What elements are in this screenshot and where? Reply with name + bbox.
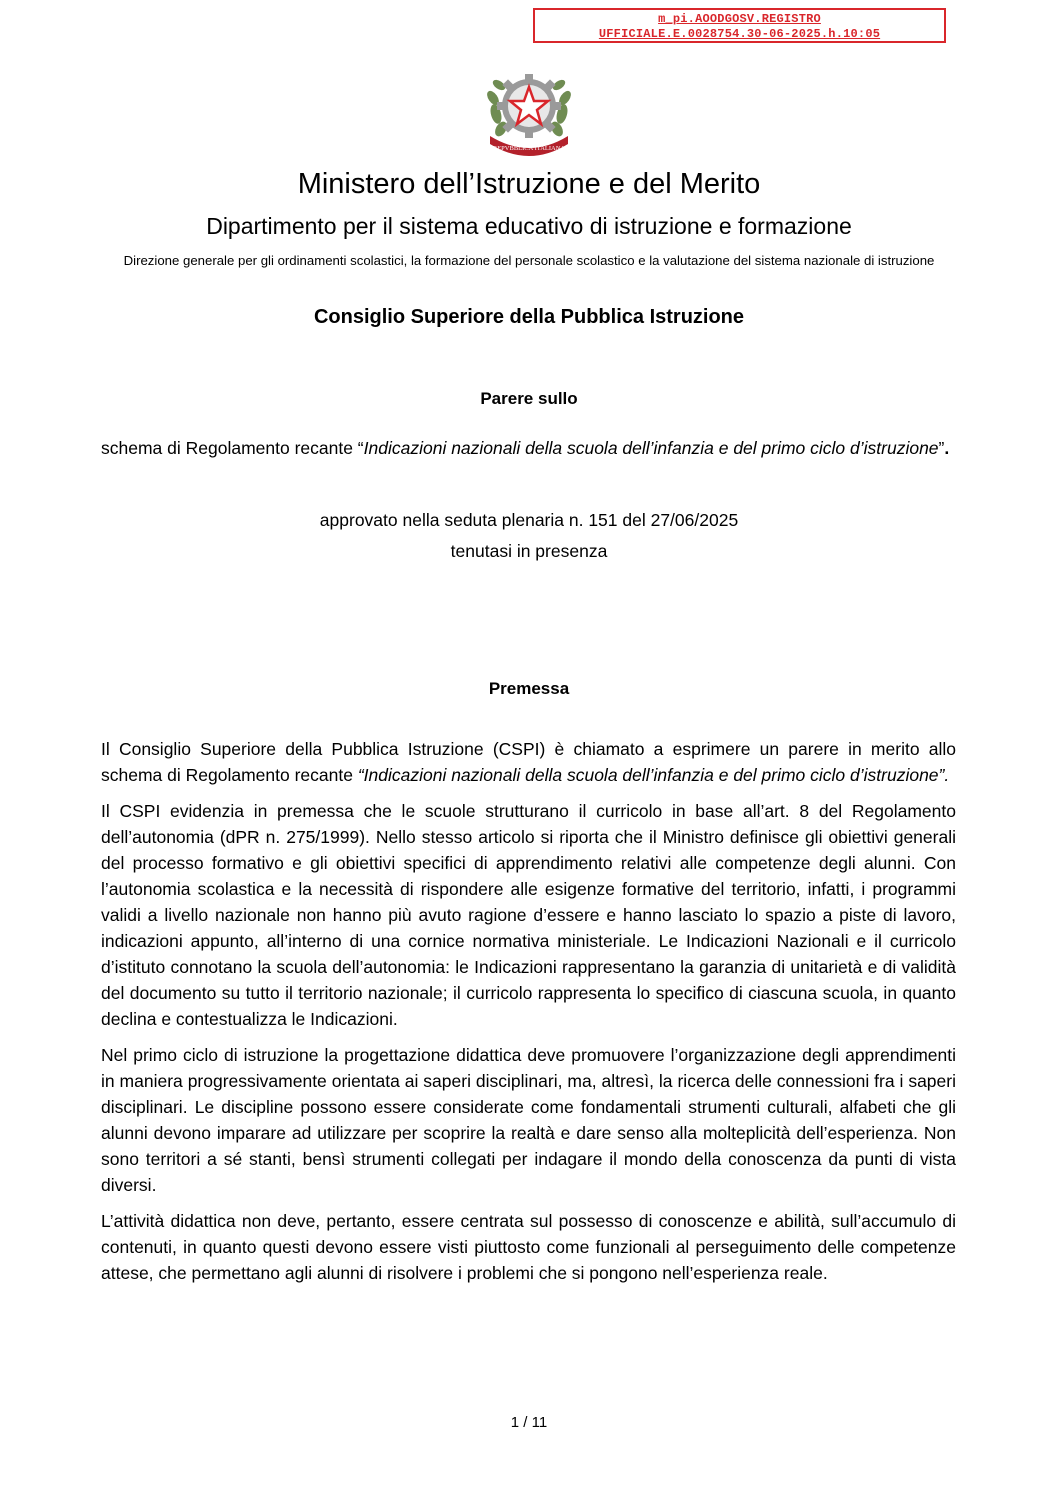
emblem-ribbon-text: REPVBBLICA ITALIANA: [492, 145, 566, 152]
schema-subject: [101, 435, 956, 461]
protocol-stamp-line2: UFFICIALE.E.0028754.30-06-2025.h.10:05: [598, 27, 881, 41]
protocol-stamp: [533, 8, 946, 43]
council-title: Consiglio Superiore della Pubblica Istruzione: [313, 306, 745, 328]
department-title: Dipartimento per il sistema educativo di istruzione e formazione: [206, 213, 852, 239]
paragraph-1-text: Il Consiglio Superiore della Pubblica Istruzione (CSPI) è chiamato a esprimere un parere in merito allo schema di Regolamento recante: [101, 739, 956, 785]
page-number: 1 / 11: [510, 1414, 548, 1431]
schema-prefix: schema di Regolamento recante “: [101, 438, 364, 458]
session-line: tenutasi in presenza: [450, 541, 608, 561]
schema-italic: Indicazioni nazionali della scuola dell’infanzia e del primo ciclo d’istruzione: [363, 438, 939, 458]
paragraph-3: Nel primo ciclo di istruzione la progettazione didattica deve promuovere l’organizzazione degli apprendimenti in maniera progressivamente orientata ai saperi disciplinari, ma, altresì, la ricerca delle connessioni fra i saperi disciplinari. Le discipline possono essere considerate come fondamentali strumenti culturali, alfabeti che gli alunni devono imparare ad utilizzare per scoprire la realtà e dare senso alla molteplicità dell’esperienza. Non sono territori a sé stanti, bensì strumenti collegati per indagare il mondo della conoscenza da punti di vista diversi.: [101, 1045, 956, 1195]
parere-title: Parere sullo: [480, 389, 578, 408]
paragraph-1: [101, 736, 956, 788]
ministry-title: Ministero dell’Istruzione e del Merito: [297, 168, 761, 200]
schema-end: .: [944, 438, 950, 458]
direction-title: Direzione generale per gli ordinamenti scolastici, la formazione del personale scolastico e la valutazione del sistema nazionale di istruzione: [123, 253, 935, 268]
paragraph-4: L’attività didattica non deve, pertanto, essere centrata sul possesso di conoscenze e abilità, sull’accumulo di contenuti, in quanto questi devono essere visti piuttosto come funzionali al perseguimento delle competenze attese, che permettano agli alunni di risolvere i problemi che si pongono nell’esperienza reale.: [101, 1211, 956, 1283]
premessa-title: Premessa: [488, 679, 570, 698]
paragraph-2: Il CSPI evidenzia in premessa che le scuole strutturano il curricolo in base all’art. 8 del Regolamento dell’autonomia (dPR n. 275/1999). Nello stesso articolo si riporta che il Ministro definisce gli obiettivi generali del processo formativo e gli obiettivi specifici di apprendimento relativi alle competenze degli alunni. Con l’autonomia scolastica e la necessità di rispondere alle esigenze formative del territorio, infatti, i programmi validi a livello nazionale non hanno più avuto ragione d’essere e hanno lasciato lo spazio a piste di lavoro, indicazioni appunto, all’interno di una cornice normativa ministeriale. Le Indicazioni Nazionali e il curricolo d’istituto connotano la scuola dell’autonomia: le Indicazioni rappresentano la garanzia di unitarietà e di validità del documento su tutto il territorio nazionale; il curricolo rappresenta lo specifico di ciascuna scuola, in quanto declina e contestualizza le Indicazioni.: [101, 801, 956, 1029]
approval-line: approvato nella seduta plenaria n. 151 del 27/06/2025: [319, 510, 739, 530]
repubblica-italiana-emblem-icon: [484, 64, 574, 158]
schema-suffix: ”: [938, 438, 945, 458]
premessa-body: [101, 736, 956, 1296]
paragraph-1-italic: “Indicazioni nazionali della scuola dell’infanzia e del primo ciclo d’istruzione”.: [357, 765, 950, 785]
protocol-stamp-line1: m_pi.AOODGOSV.REGISTRO: [658, 12, 821, 26]
